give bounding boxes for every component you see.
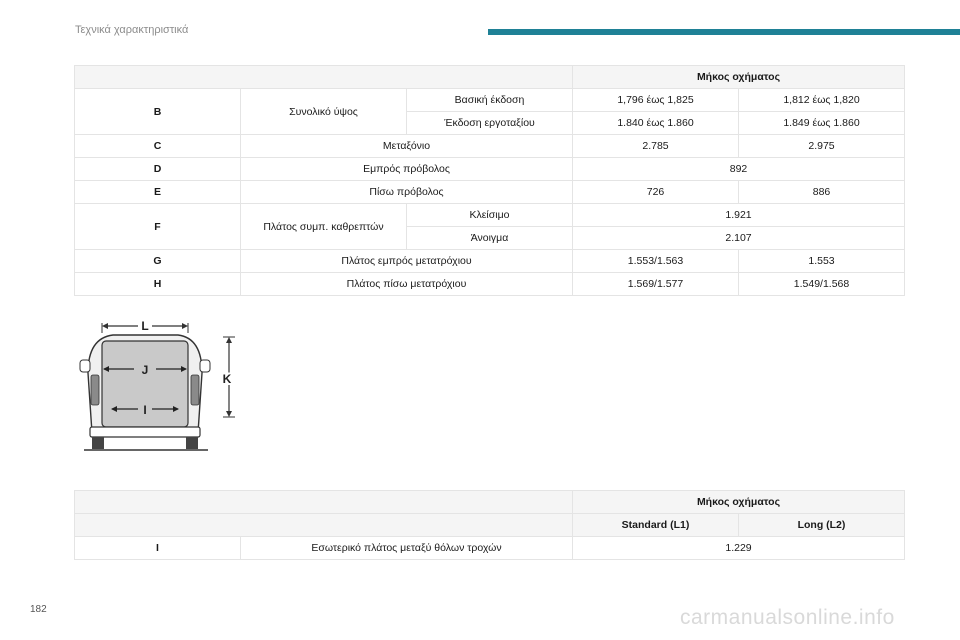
row-letter: F — [75, 204, 241, 250]
row-value: 1.553/1.563 — [573, 250, 739, 273]
row-value: 1,812 έως 1,820 — [739, 89, 905, 112]
header-accent-bar — [488, 29, 960, 35]
row-value: 892 — [573, 158, 905, 181]
header-vehicle-length: Μήκος οχήματος — [573, 66, 905, 89]
row-value: 886 — [739, 181, 905, 204]
row-value: 1.849 έως 1.860 — [739, 112, 905, 135]
arrow-right-icon — [182, 323, 188, 329]
page-number: 182 — [30, 604, 47, 615]
row-letter: C — [75, 135, 241, 158]
tail-light-right — [191, 375, 199, 405]
row-label: Εσωτερικό πλάτος μεταξύ θόλων τροχών — [241, 537, 573, 560]
row-value: 2.975 — [739, 135, 905, 158]
tail-light-left — [91, 375, 99, 405]
row-value: 726 — [573, 181, 739, 204]
table-row — [75, 158, 905, 181]
table-row — [75, 250, 905, 273]
header-blank-cell — [75, 66, 573, 89]
interior-dimensions-table — [74, 490, 905, 560]
table-row — [75, 135, 905, 158]
vehicle-rear-diagram — [78, 313, 248, 458]
table-header-row — [75, 491, 905, 514]
row-value: 1.921 — [573, 204, 905, 227]
wheel-right — [186, 437, 198, 449]
row-value: 1.549/1.568 — [739, 273, 905, 296]
table-row — [75, 537, 905, 560]
header-vehicle-length: Μήκος οχήματος — [573, 491, 905, 514]
row-value: 1.569/1.577 — [573, 273, 739, 296]
row-letter: G — [75, 250, 241, 273]
mirror-right — [200, 360, 210, 372]
row-sublabel: Κλείσιμο — [407, 204, 573, 227]
row-label: Εμπρός πρόβολος — [241, 158, 573, 181]
table-row — [75, 181, 905, 204]
arrow-left-icon — [102, 323, 108, 329]
table-header-row — [75, 66, 905, 89]
dimension-label-i: I — [143, 403, 147, 417]
header-blank-cell — [75, 491, 573, 514]
row-value: 2.785 — [573, 135, 739, 158]
table-row — [75, 204, 905, 227]
section-title: Τεχνικά χαρακτηριστικά — [75, 24, 189, 36]
row-sublabel: Βασική έκδοση — [407, 89, 573, 112]
rear-bumper — [90, 427, 200, 437]
row-label: Πλάτος πίσω μετατρόχιου — [241, 273, 573, 296]
arrow-up-icon — [226, 337, 232, 343]
row-value: 1,796 έως 1,825 — [573, 89, 739, 112]
table-subheader-row — [75, 514, 905, 537]
wheel-left — [92, 437, 104, 449]
dimension-label-j: J — [141, 363, 149, 377]
row-value: 1.840 έως 1.860 — [573, 112, 739, 135]
row-sublabel: Έκδοση εργοταξίου — [407, 112, 573, 135]
dimensions-table — [74, 65, 905, 296]
watermark: carmanualsonline.info — [680, 606, 895, 629]
dimension-label-k: K — [222, 372, 232, 386]
row-letter: E — [75, 181, 241, 204]
col-long-l2: Long (L2) — [739, 514, 905, 537]
row-label: Συνολικό ύψος — [241, 89, 407, 135]
row-label: Πίσω πρόβολος — [241, 181, 573, 204]
table-row — [75, 89, 905, 112]
row-sublabel: Άνοιγμα — [407, 227, 573, 250]
col-standard-l1: Standard (L1) — [573, 514, 739, 537]
row-letter: I — [75, 537, 241, 560]
row-value: 1.553 — [739, 250, 905, 273]
row-letter: H — [75, 273, 241, 296]
arrow-down-icon — [226, 411, 232, 417]
row-value: 1.229 — [573, 537, 905, 560]
row-label: Πλάτος συμπ. καθρεπτών — [241, 204, 407, 250]
subheader-blank-cell — [75, 514, 573, 537]
row-letter: D — [75, 158, 241, 181]
dimension-label-l: L — [141, 319, 149, 333]
row-value: 2.107 — [573, 227, 905, 250]
table-row — [75, 273, 905, 296]
row-label: Μεταξόνιο — [241, 135, 573, 158]
mirror-left — [80, 360, 90, 372]
row-letter: B — [75, 89, 241, 135]
row-label: Πλάτος εμπρός μετατρόχιου — [241, 250, 573, 273]
